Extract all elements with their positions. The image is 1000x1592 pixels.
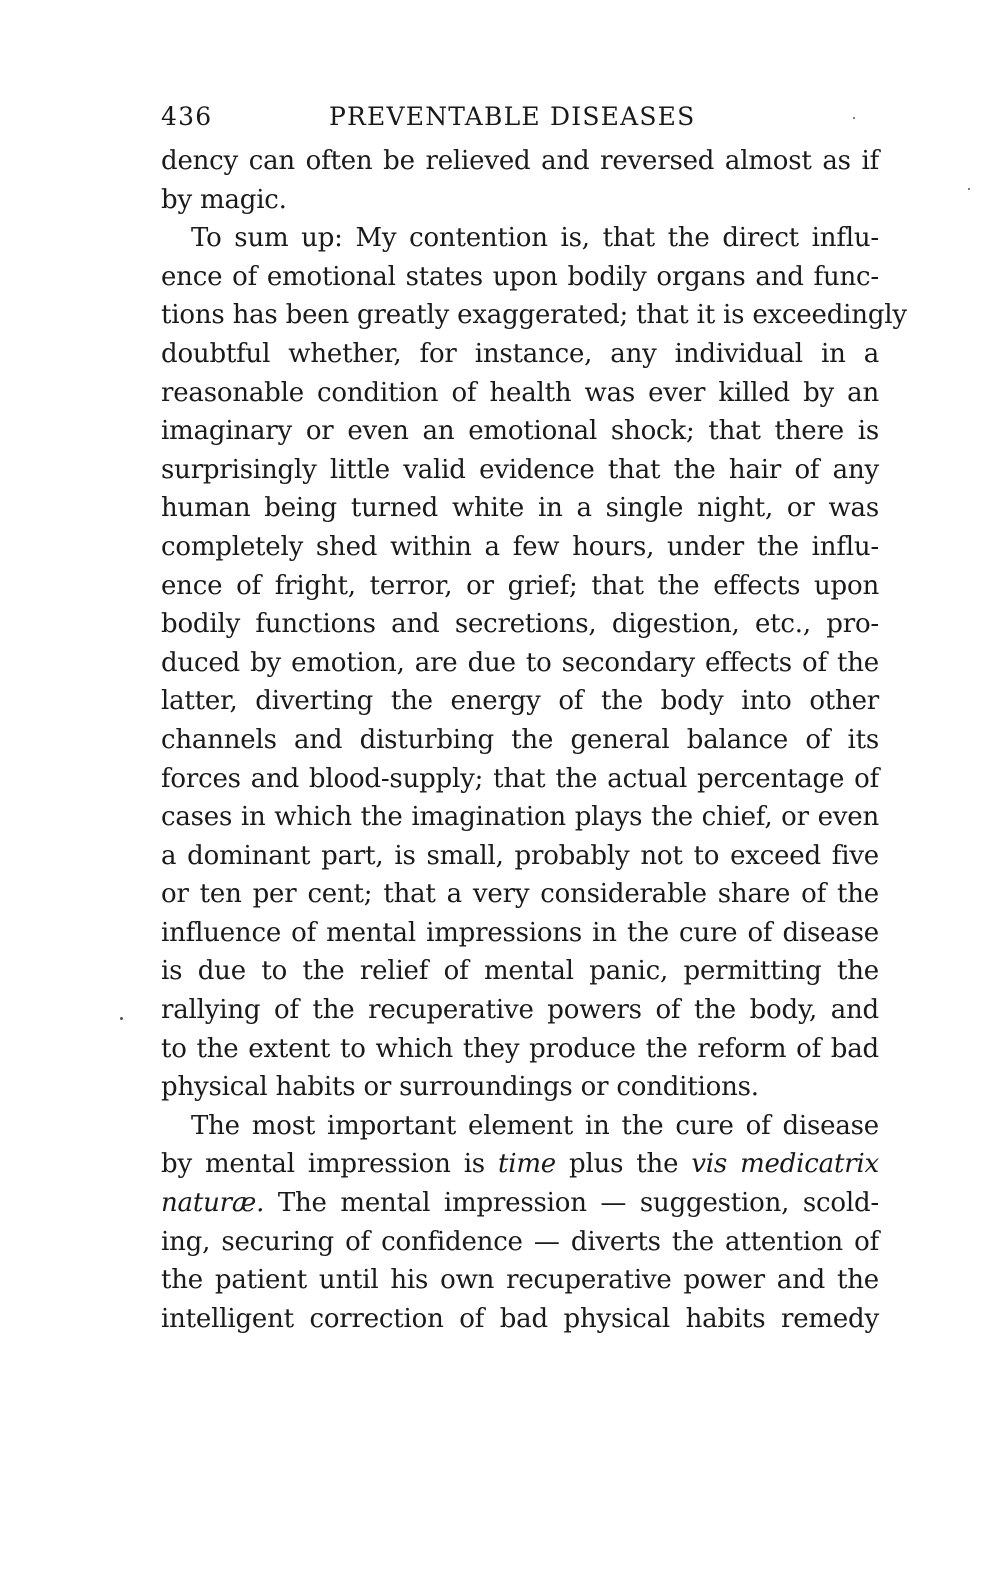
text-line: bodily functions and secretions, digestion, etc., pro- <box>161 609 879 640</box>
text-line: reasonable condition of health was ever killed by an <box>161 377 879 408</box>
scan-speck <box>968 188 970 190</box>
text-line <box>161 1184 879 1223</box>
page-number: 436 <box>161 102 213 131</box>
text-line: human being turned white in a single night, or was <box>161 493 879 524</box>
paragraph-1 <box>161 142 879 219</box>
text-line: ing, securing of confidence — diverts the attention of <box>161 1226 879 1257</box>
text-line: influence of mental impressions in the cure of disease <box>161 917 879 948</box>
paragraph-3 <box>161 1107 879 1339</box>
text-line: latter, diverting the energy of the body into other <box>161 686 879 717</box>
text-line: cases in which the imagination plays the chief, or even <box>161 802 879 833</box>
text-line: forces and blood-supply; that the actual percentage of <box>161 763 879 794</box>
italic-term-naturae: naturæ. <box>161 1188 265 1219</box>
text-line: duced by emotion, are due to secondary effects of the <box>161 647 879 678</box>
text-line: channels and disturbing the general balance of its <box>161 724 879 755</box>
text-line: imaginary or even an emotional shock; that there is <box>161 416 879 447</box>
text-line: The most important element in the cure of disease <box>191 1110 879 1141</box>
text-span: by mental impression is <box>161 1149 498 1180</box>
text-line: by magic. <box>161 184 287 215</box>
text-line: the patient until his own recuperative power and the <box>161 1265 879 1296</box>
text-line <box>161 1145 879 1184</box>
text-line: tions has been greatly exaggerated; that it is exceedingly <box>161 300 907 331</box>
text-span: plus the <box>556 1149 692 1180</box>
text-line: rallying of the recuperative powers of the body, and <box>161 995 879 1026</box>
text-line: surprisingly little valid evidence that the hair of any <box>161 454 879 485</box>
text-line: intelligent correction of bad physical habits remedy <box>161 1303 879 1334</box>
italic-term-time: time <box>497 1149 556 1180</box>
text-span: The mental impression — suggestion, scold- <box>264 1188 879 1219</box>
text-line: completely shed within a few hours, under the influ- <box>161 531 879 562</box>
text-line: a dominant part, is small, probably not to exceed five <box>161 840 879 871</box>
text-line: doubtful whether, for instance, any individual in a <box>161 338 879 369</box>
scan-speck <box>853 117 855 119</box>
running-head <box>161 98 879 142</box>
text-line: To sum up: My contention is, that the direct influ- <box>191 223 879 254</box>
book-page <box>161 98 907 1338</box>
paragraph-2 <box>161 219 907 1107</box>
text-line: or ten per cent; that a very considerable share of the <box>161 879 879 910</box>
scan-speck <box>120 1017 123 1020</box>
text-line: to the extent to which they produce the reform of bad <box>161 1033 879 1064</box>
text-line: is due to the relief of mental panic, permitting the <box>161 956 879 987</box>
text-line: ence of fright, terror, or grief; that the effects upon <box>161 570 879 601</box>
text-line: physical habits or surroundings or conditions. <box>161 1072 759 1103</box>
italic-term-vis-medicatrix: vis medicatrix <box>691 1149 880 1180</box>
text-line: ence of emotional states upon bodily organs and func- <box>161 261 879 292</box>
text-line: dency can often be relieved and reversed almost as if <box>161 146 879 176</box>
running-title: PREVENTABLE DISEASES <box>329 102 696 131</box>
